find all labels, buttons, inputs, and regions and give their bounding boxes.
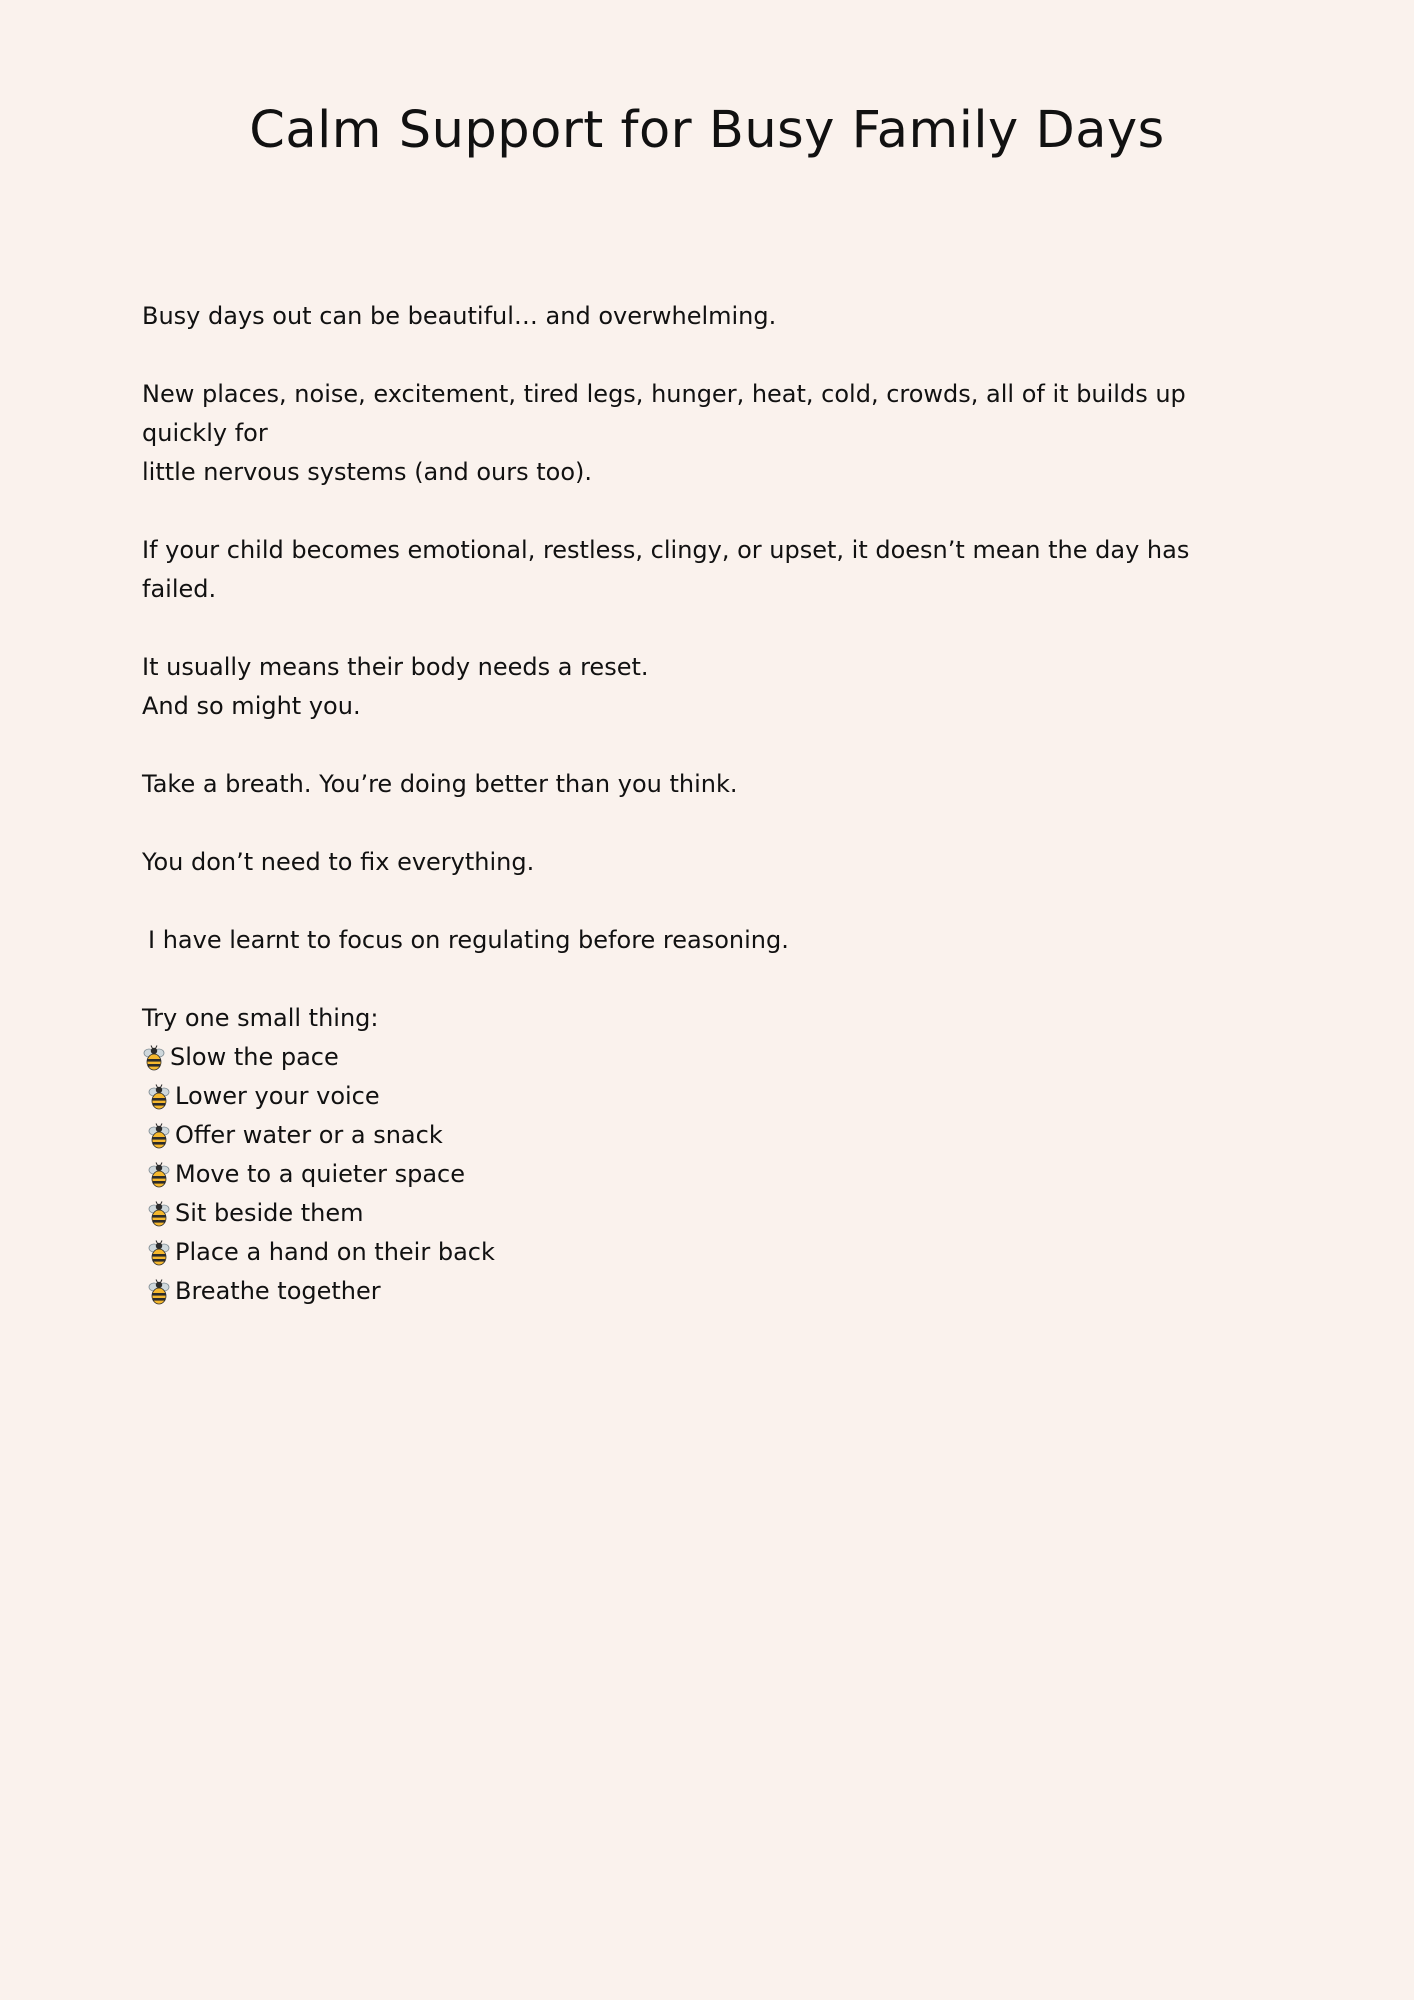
list-item — [147, 1116, 1252, 1155]
list-item — [147, 1233, 1252, 1272]
list-item — [147, 1272, 1252, 1311]
tip-label: Sit beside them — [175, 1199, 364, 1227]
document-body — [142, 297, 1252, 1311]
paragraph-line: You don’t need to fix everything. — [142, 848, 535, 876]
tip-label: Move to a quieter space — [175, 1160, 466, 1188]
tip-label: Offer water or a snack — [175, 1121, 443, 1149]
bee-icon — [147, 1161, 171, 1189]
bee-icon — [147, 1278, 171, 1306]
paragraph-not-failed — [142, 531, 1252, 609]
bee-icon — [147, 1239, 171, 1267]
tip-label: Breathe together — [175, 1277, 381, 1305]
bee-icon — [147, 1083, 171, 1111]
paragraph-line: Take a breath. You’re doing better than you think. — [142, 770, 738, 798]
paragraph-intro — [142, 297, 1252, 336]
paragraph-line: And so might you. — [142, 692, 361, 720]
list-intro: Try one small thing: — [142, 1004, 379, 1032]
paragraph-regulating — [142, 921, 1252, 960]
page-title: Calm Support for Busy Family Days — [249, 101, 1165, 160]
bee-icon — [147, 1122, 171, 1150]
paragraph-triggers — [142, 375, 1252, 492]
list-item — [147, 1194, 1252, 1233]
paragraph-line: Busy days out can be beautiful… and overwhelming. — [142, 302, 777, 330]
tip-list — [142, 1038, 1252, 1311]
list-item — [142, 1038, 1252, 1077]
list-item — [147, 1155, 1252, 1194]
paragraph-breath — [142, 765, 1252, 804]
paragraph-line: little nervous systems (and ours too). — [142, 458, 592, 486]
bee-icon — [142, 1044, 166, 1072]
list-item — [147, 1077, 1252, 1116]
paragraph-fix — [142, 843, 1252, 882]
paragraph-line: I have learnt to focus on regulating before reasoning. — [148, 926, 789, 954]
tip-label: Lower your voice — [175, 1082, 380, 1110]
paragraph-line: New places, noise, excitement, tired legs, hunger, heat, cold, crowds, all of it builds up quickly for — [142, 380, 1186, 447]
paragraph-line: It usually means their body needs a reset. — [142, 653, 649, 681]
tip-label: Place a hand on their back — [175, 1238, 495, 1266]
paragraph-line: If your child becomes emotional, restless, clingy, or upset, it doesn’t mean the day has failed. — [142, 536, 1190, 603]
paragraph-reset — [142, 648, 1252, 726]
bee-icon — [147, 1200, 171, 1228]
tip-label: Slow the pace — [170, 1043, 339, 1071]
